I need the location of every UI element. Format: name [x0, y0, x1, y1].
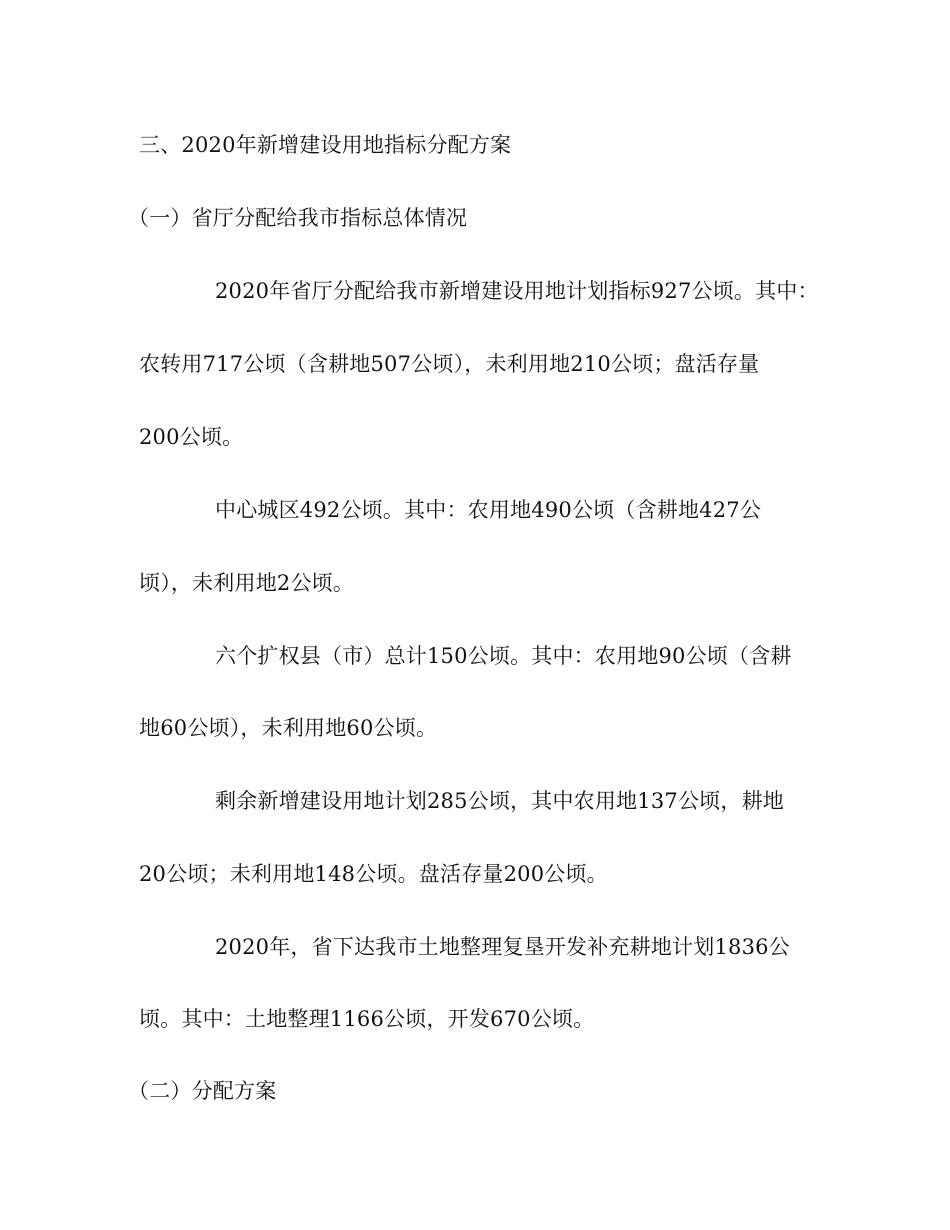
subsection-heading-2: （二）分配方案 [128, 1079, 277, 1103]
paragraph-line: 顷。其中：土地整理1166公顷，开发670公顷。 [139, 1007, 595, 1031]
paragraph-line: 中心城区492公顷。其中：农用地490公顷（含耕地427公 [215, 498, 762, 522]
paragraph-line: 地60公顷），未利用地60公顷。 [139, 716, 438, 740]
paragraph-line: 剩余新增建设用地计划285公顷，其中农用地137公顷，耕地 [215, 789, 784, 813]
paragraph-line: 2020年省厅分配给我市新增建设用地计划指标927公顷。其中： [215, 279, 819, 303]
paragraph-line: 2020年，省下达我市土地整理复垦开发补充耕地计划1836公 [215, 935, 790, 959]
subsection-heading-1: （一）省厅分配给我市指标总体情况 [128, 206, 468, 230]
paragraph-line: 200公顷。 [139, 425, 244, 449]
section-heading: 三、2020年新增建设用地指标分配方案 [139, 133, 512, 157]
paragraph-line: 六个扩权县（市）总计150公顷。其中：农用地90公顷（含耕 [215, 644, 792, 668]
paragraph-line: 20公顷；未利用地148公顷。盘活存量200公顷。 [139, 862, 608, 886]
paragraph-line: 顷），未利用地2公顷。 [139, 571, 355, 595]
paragraph-line: 农转用717公顷（含耕地507公顷），未利用地210公顷；盘活存量 [139, 352, 760, 376]
